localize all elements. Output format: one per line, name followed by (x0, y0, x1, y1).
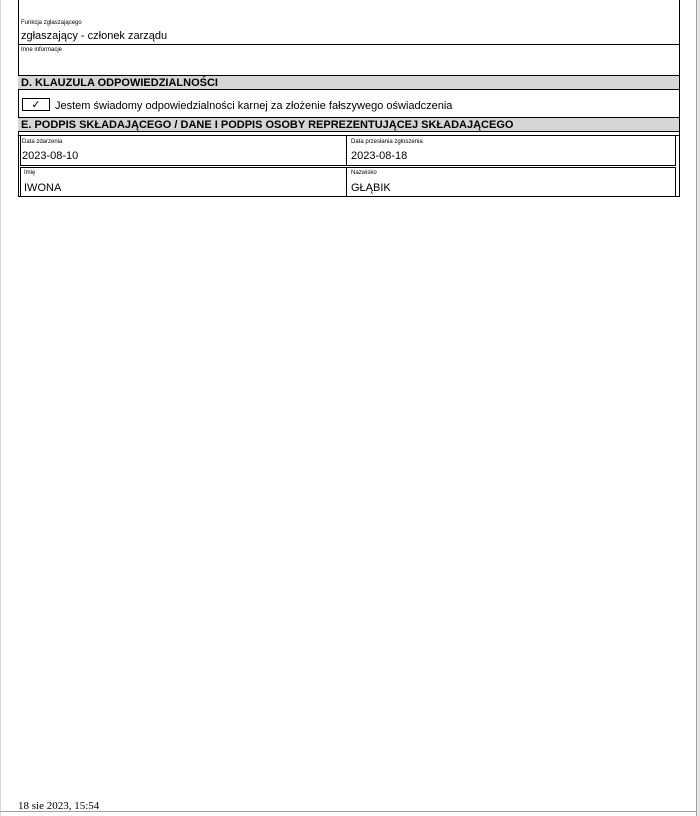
first-name-label: Imię (24, 170, 36, 176)
other-info-label: Inne informacje (21, 47, 63, 53)
function-field (18, 16, 679, 44)
page-bottom-edge (0, 811, 697, 812)
divider (675, 167, 676, 196)
submission-date-label: Data przesłania zgłoszenia (351, 139, 423, 145)
responsibility-statement: Jestem świadomy odpowiedzialności karnej za złożenie fałszywego oświadczenia (55, 100, 453, 112)
divider (20, 167, 676, 168)
print-timestamp: 18 sie 2023, 15:54 (18, 800, 100, 812)
function-label: Funkcja zgłaszającego (21, 20, 82, 26)
event-date-value: 2023-08-10 (22, 150, 79, 162)
divider (18, 196, 679, 197)
first-name-value: IWONA (24, 182, 62, 194)
event-date-label: Data zdarzenia (22, 139, 63, 145)
section-e-header (18, 117, 679, 132)
submission-date-value: 2023-08-18 (351, 150, 408, 162)
checkmark-icon: ✓ (31, 98, 41, 111)
divider (346, 135, 347, 165)
section-d-title: D. KLAUZULA ODPOWIEDZIALNOŚCI (21, 77, 218, 89)
divider (20, 135, 21, 165)
divider (346, 167, 347, 196)
divider (20, 167, 21, 196)
section-d-header (18, 75, 679, 90)
function-value: zgłaszający - członek zarządu (21, 30, 168, 42)
last-name-value: GŁĄBIK (351, 182, 391, 194)
divider (18, 135, 679, 136)
divider (20, 165, 676, 166)
other-info-field (18, 45, 679, 73)
page-left-edge (0, 0, 1, 816)
divider (675, 135, 676, 165)
last-name-label: Nazwisko (351, 170, 377, 176)
section-e-title: E. PODPIS SKŁADAJĄCEGO / DANE I PODPIS OSOBY REPREZENTUJĄCEJ SKŁADAJĄCEGO (21, 119, 514, 131)
responsibility-checkbox[interactable] (22, 98, 50, 111)
